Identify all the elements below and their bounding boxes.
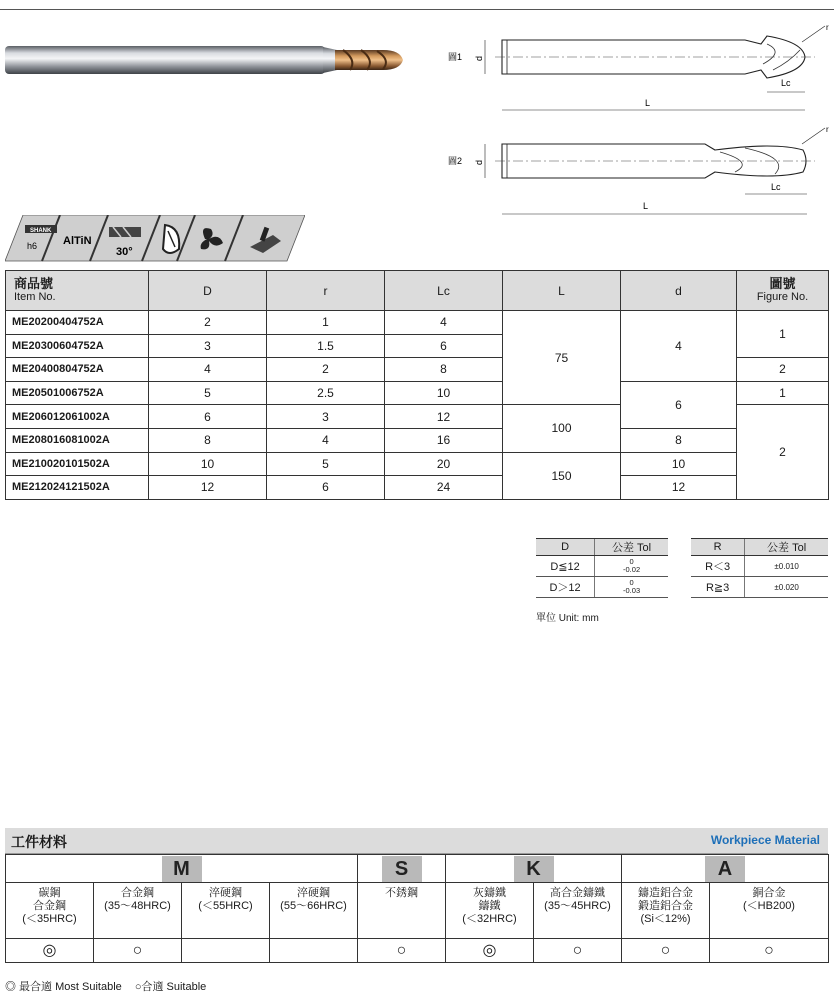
- workpiece-material-header: [5, 828, 828, 854]
- suitability-mark: ◎: [6, 939, 94, 963]
- material-group-row: [6, 855, 829, 883]
- L-cell: 150: [503, 452, 621, 499]
- svg-text:r: r: [826, 23, 829, 32]
- legend-most-suitable: ◎ 最合適 Most Suitable: [5, 981, 122, 993]
- header-L: L: [503, 271, 621, 311]
- table-row: ME20501006752A 5 2.5 10 6 1: [6, 381, 829, 405]
- legend-suitable: ○合適 Suitable: [134, 981, 207, 993]
- item-table: [5, 270, 829, 500]
- figure-1-label: 圖1: [448, 52, 463, 62]
- suitability-row: [6, 939, 829, 963]
- group-K: K: [446, 855, 622, 883]
- suitability-mark: [182, 939, 270, 963]
- suitability-mark: ◎: [446, 939, 534, 963]
- group-S: S: [358, 855, 446, 883]
- svg-text:SHANK: SHANK: [30, 228, 52, 234]
- suitability-mark: ○: [622, 939, 710, 963]
- material-names-row: 碳鋼 合金鋼 (＜35HRC) 合金鋼 (35～48HRC) 淬硬鋼 (＜55HRC) 淬硬鋼 (55～66HRC) 不銹鋼 灰鑄鐵 鑄鐵 (＜32HRC) 高合金鑄鐵 (35～45HRC) 鑄造鋁合金 鍛造鋁合金 (Si＜12%) 銅合金 (＜HB200): [6, 883, 829, 939]
- d-cell: 10: [621, 452, 737, 476]
- header-D: D: [149, 271, 267, 311]
- unit-note: 單位 Unit: mm: [536, 613, 599, 624]
- table-row: ME20200404752A 2 1 4 75 4 1: [6, 311, 829, 335]
- suitability-mark: ○: [94, 939, 182, 963]
- suitability-mark: ○: [710, 939, 829, 963]
- figure-2-label: 圖2: [448, 156, 463, 166]
- workpiece-material-table: [5, 854, 829, 963]
- svg-text:r: r: [826, 125, 829, 134]
- d-cell: 12: [621, 476, 737, 500]
- suitability-mark: [270, 939, 358, 963]
- d-cell: 4: [621, 311, 737, 382]
- workpiece-title-cn: 工件材料: [11, 834, 67, 850]
- header-lc: Lc: [385, 271, 503, 311]
- tolerance-row: D＞12 0 -0.03: [536, 577, 668, 598]
- table-header-row: [6, 271, 829, 311]
- suitability-mark: ○: [534, 939, 622, 963]
- svg-text:30°: 30°: [116, 246, 133, 258]
- svg-text:Lc: Lc: [781, 78, 791, 88]
- table-row: ME208016081002A 8 4 16 8: [6, 428, 829, 452]
- L-cell: 100: [503, 405, 621, 452]
- header-d: d: [621, 271, 737, 311]
- svg-text:h6: h6: [27, 241, 38, 251]
- svg-text:L: L: [645, 98, 651, 108]
- diameter-tolerance-table: D 公差 Tol D≦12 0 -0.02 D＞12 0 -0.03: [536, 538, 668, 598]
- d-cell: 6: [621, 381, 737, 428]
- table-row: ME212024121502A 12 6 24 12: [6, 476, 829, 500]
- end-mill-photo: [5, 38, 440, 114]
- svg-text:d: d: [474, 159, 484, 165]
- tolerance-row: R≧3 ±0.020: [691, 577, 828, 598]
- figure-cell: 1: [737, 311, 829, 358]
- table-row: ME20400804752A 4 2 8 2: [6, 358, 829, 382]
- group-A: A: [622, 855, 829, 883]
- technical-drawings: [445, 22, 834, 222]
- radius-tolerance-table: R 公差 Tol R＜3 ±0.010 R≧3 ±0.020: [691, 538, 828, 598]
- svg-text:L: L: [643, 201, 649, 211]
- svg-text:d: d: [474, 55, 484, 61]
- table-row: ME210020101502A 10 5 20 150 10: [6, 452, 829, 476]
- coating-label: AlTiN: [63, 235, 92, 247]
- figure-cell: 1: [737, 381, 829, 405]
- header-item-no: 商品號 Item No.: [6, 271, 149, 311]
- feature-icons: [5, 215, 305, 263]
- group-M: M: [6, 855, 358, 883]
- suitability-mark: ○: [358, 939, 446, 963]
- header-figure-no: 圖號 Figure No.: [737, 271, 829, 311]
- workpiece-title-en: Workpiece Material: [710, 833, 820, 847]
- figure-cell: 2: [737, 405, 829, 499]
- figure-2-drawing: [448, 125, 829, 214]
- table-row: ME206012061002A 6 3 12 100 2: [6, 405, 829, 429]
- figure-cell: 2: [737, 358, 829, 382]
- top-rule: [0, 9, 834, 10]
- tolerance-row: R＜3 ±0.010: [691, 556, 828, 577]
- suitability-legend: [5, 978, 216, 994]
- L-cell: 75: [503, 311, 621, 405]
- d-cell: 8: [621, 428, 737, 452]
- header-r: r: [267, 271, 385, 311]
- tolerance-row: D≦12 0 -0.02: [536, 556, 668, 577]
- table-row: ME20300604752A 3 1.5 6: [6, 334, 829, 358]
- figure-1-drawing: [448, 23, 829, 110]
- svg-text:Lc: Lc: [771, 182, 781, 192]
